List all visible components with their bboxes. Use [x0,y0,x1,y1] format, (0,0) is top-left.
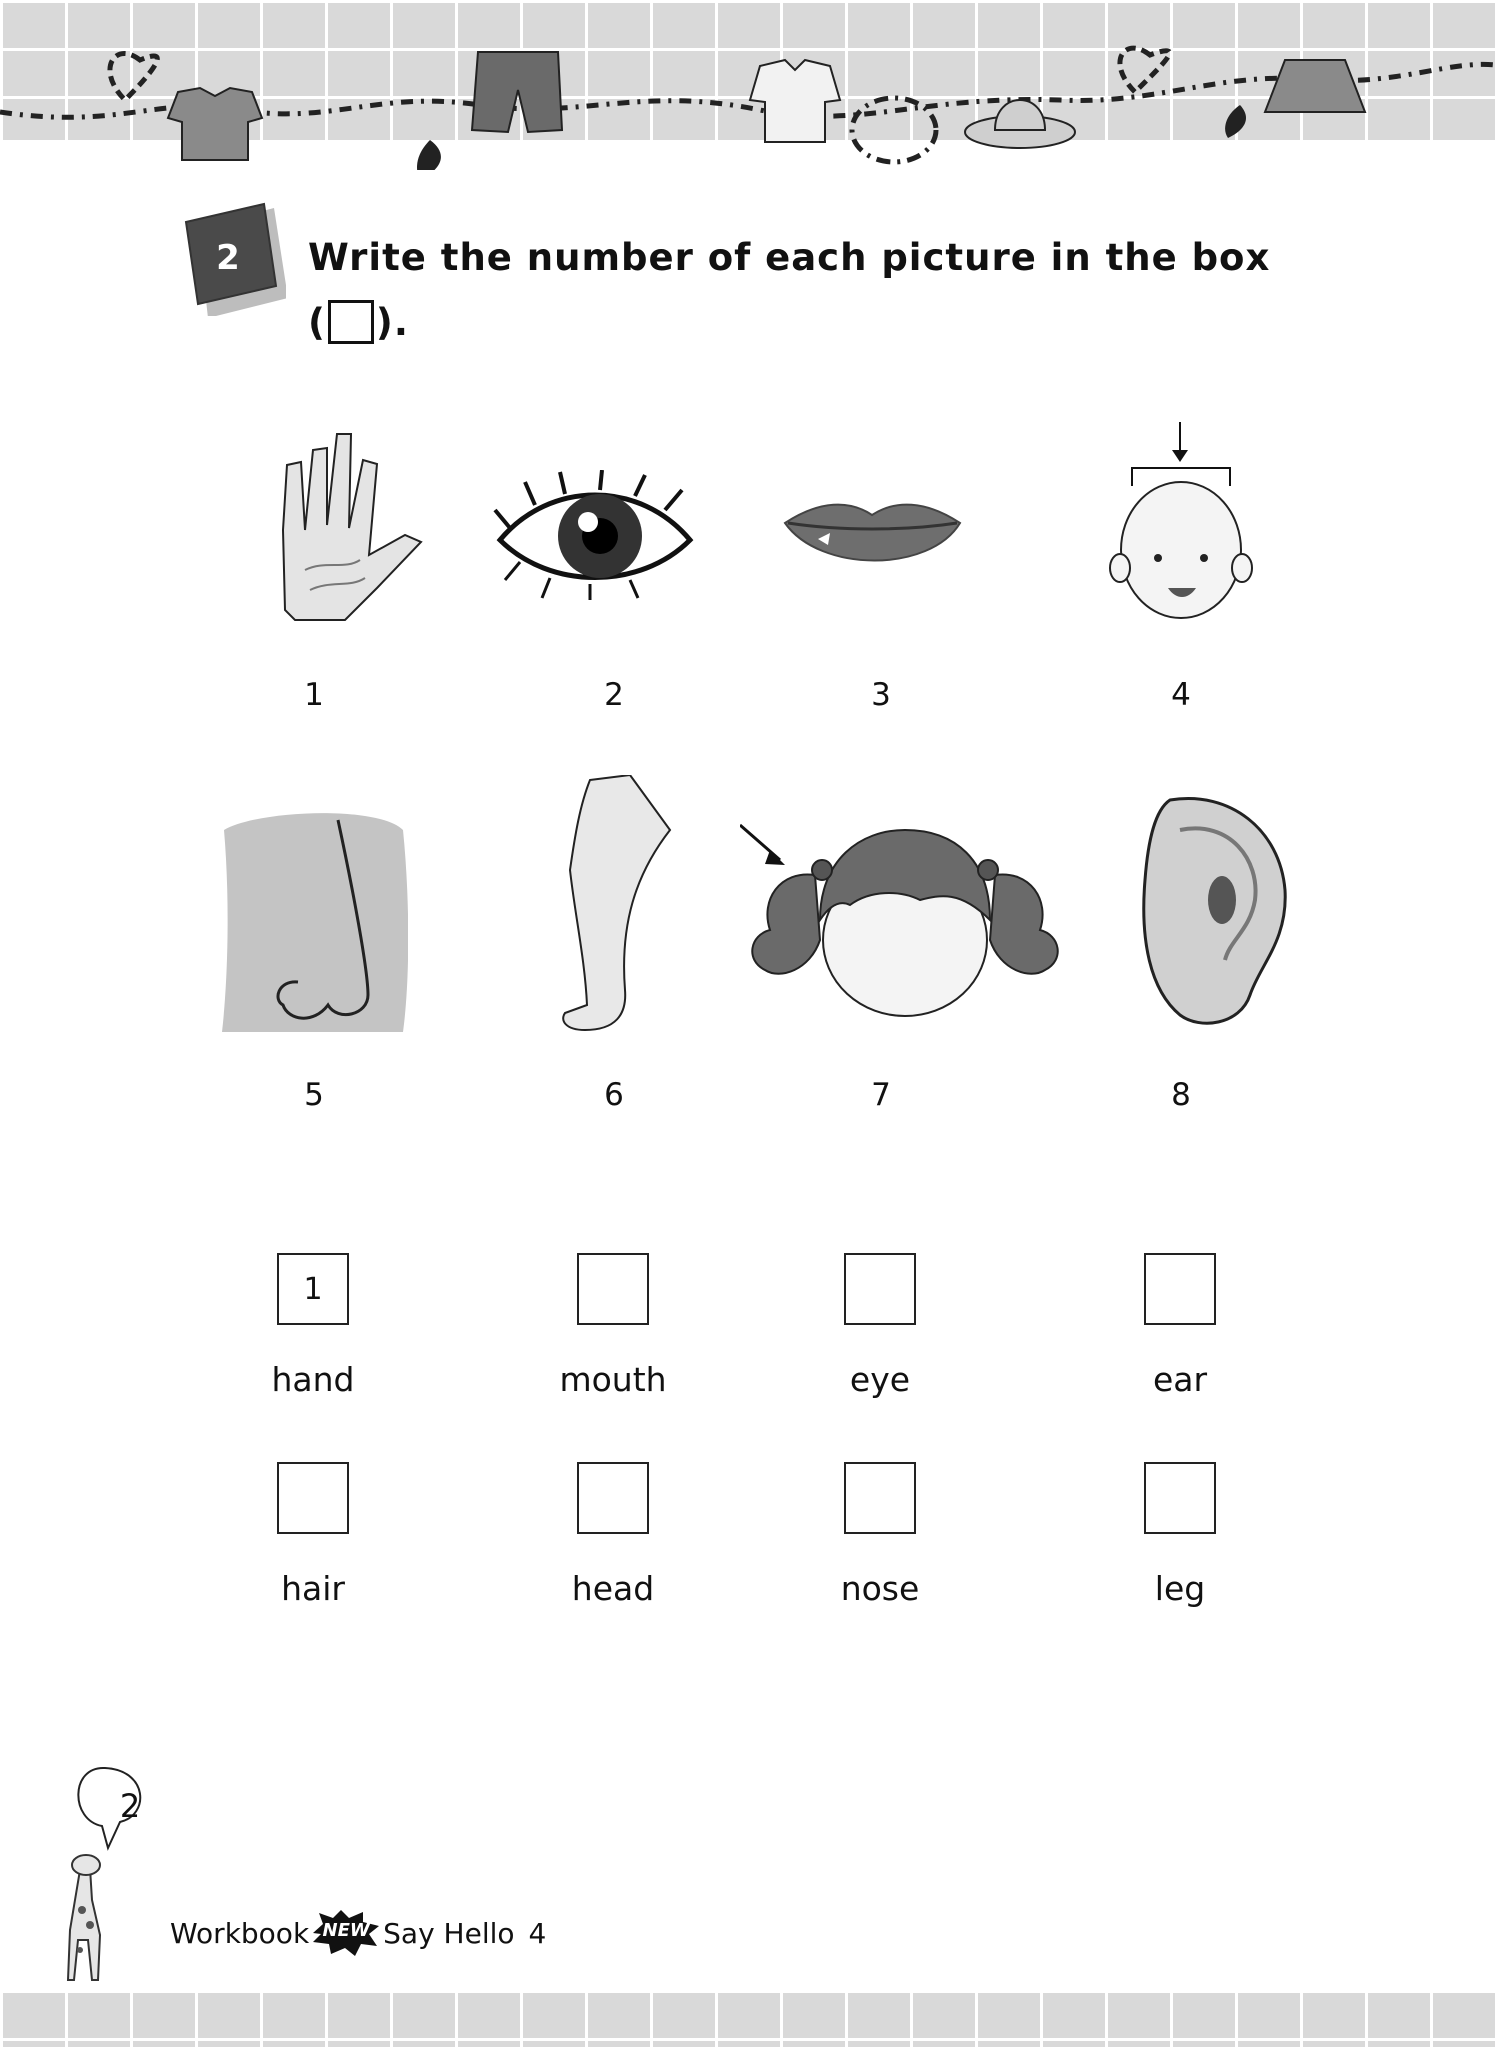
answer-box-eye[interactable] [844,1253,916,1325]
nose-icon [218,800,408,1035]
answer-box-hair[interactable] [277,1462,349,1534]
new-badge-text: NEW [322,1920,370,1941]
mouth-icon [780,495,965,575]
footer-book-title [170,1910,546,1956]
word-hair: hair [281,1569,345,1608]
word-leg: leg [1154,1569,1206,1608]
picture-number-8: 8 [1171,1077,1191,1113]
answer-box-ear[interactable] [1144,1253,1216,1325]
picture-number-3: 3 [871,677,891,713]
hair-icon [740,820,1070,1020]
word-head: head [571,1569,655,1608]
ear-icon [1130,790,1290,1035]
instruction-line-1: Write the number of each picture in the box [308,236,1271,279]
instruction-paren-open: ( [308,300,326,344]
shorts-icon [472,52,562,132]
skirt-icon [1265,60,1365,112]
sample-box-icon [328,300,374,344]
word-nose: nose [840,1569,920,1608]
word-hand: hand [271,1360,355,1399]
word-ear: ear [1152,1360,1208,1399]
answer-box-nose[interactable] [844,1462,916,1534]
leg-icon [545,775,675,1040]
eye-icon [490,470,700,600]
footer-series-title: Say Hello [383,1916,515,1950]
exercise-number: 2 [216,238,240,278]
clothesline-decoration [0,0,1496,170]
picture-number-1: 1 [304,677,324,713]
heart-icon [110,54,157,100]
giraffe-icon [30,1760,180,1990]
picture-number-2: 2 [604,677,624,713]
footer-level: 4 [528,1916,547,1950]
hat-icon [965,100,1075,148]
answer-box-leg[interactable] [1144,1462,1216,1534]
picture-number-4: 4 [1171,677,1191,713]
heart-icon [1120,48,1170,92]
shirt-icon [750,60,840,142]
instruction-paren-close: ). [375,300,409,344]
blouse-icon [168,88,262,160]
word-eye: eye [849,1360,911,1399]
picture-number-6: 6 [604,1077,624,1113]
word-mouth: mouth [559,1360,667,1399]
answer-box-head[interactable] [577,1462,649,1534]
picture-number-5: 5 [304,1077,324,1113]
exercise-number-badge [178,198,286,316]
bottom-decorative-band [0,1990,1496,2047]
hand-icon [265,420,425,630]
answer-box-mouth[interactable] [577,1253,649,1325]
page-number: 2 [119,1787,141,1825]
picture-number-7: 7 [871,1077,891,1113]
answer-box-hand[interactable]: 1 [277,1253,349,1325]
footer-workbook-label: Workbook [170,1916,310,1950]
new-badge-icon [311,1910,381,1956]
instruction-line-2 [308,300,409,344]
head-icon [1100,420,1260,630]
